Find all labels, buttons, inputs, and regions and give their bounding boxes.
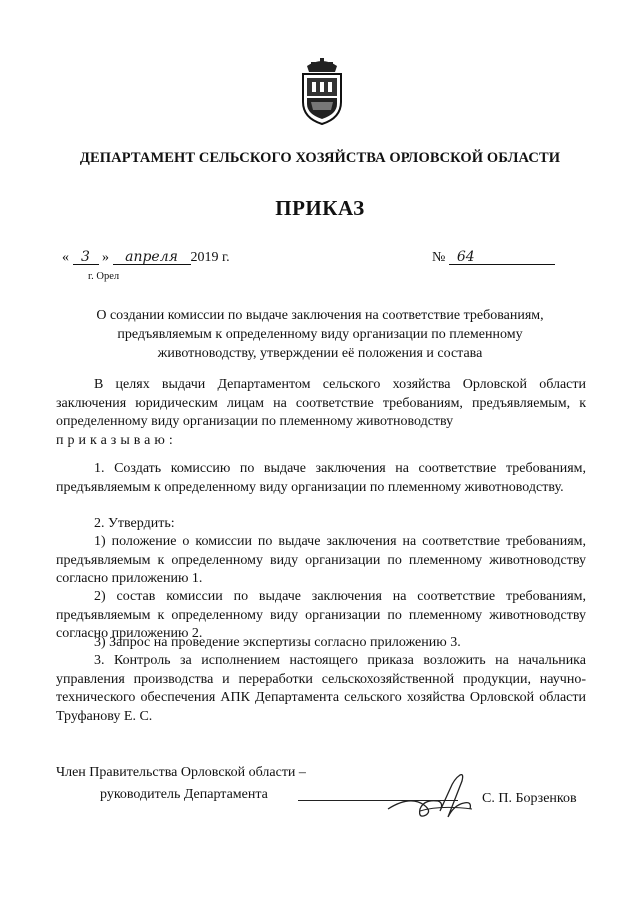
item-2-3: 3) Запрос на проведение экспертизы согласно приложению 3. (94, 635, 461, 650)
order-subject (70, 306, 570, 363)
city-label: г. Орел (88, 271, 120, 282)
number-sign: № (432, 250, 446, 265)
item-2-2: 2) состав комиссии по выдаче заключения на соответствие требованиям, предъявляемым к определенному виду организации по племенному животноводству согласно приложению 2. (56, 589, 586, 641)
signer-position-line-2: руководитель Департамента (100, 787, 268, 802)
quote-open: « (62, 250, 69, 265)
date-day: 3 (73, 250, 99, 265)
subject-line-1: О создании комиссии по выдаче заключения на соответствие требованиям, (96, 308, 544, 323)
handwritten-signature (380, 765, 490, 825)
item-3: 3. Контроль за исполнением настоящего приказа возложить на начальника управления производства и переработки сельскохозяйственной продукции, научно-технического обеспечения АПК Департамента сельского хозяйства Орловской области Труфанову Е. С. (56, 653, 586, 724)
item-1: 1. Создать комиссию по выдаче заключения на соответствие требованиям, предъявляемым к определенному виду организации по племенному животноводству. (56, 461, 586, 495)
item-2: 2. Утвердить: (94, 516, 175, 531)
signer-position-line-1: Член Правительства Орловской области – (56, 765, 306, 780)
subject-line-3: животноводству, утверждении её положения и состава (157, 346, 483, 361)
orders-word: приказываю: (56, 432, 177, 448)
department-name: ДЕПАРТАМЕНТ СЕЛЬСКОГО ХОЗЯЙСТВА ОРЛОВСКОЙ ОБЛАСТИ (79, 150, 561, 166)
subject-line-2: предъявляемым к определенному виду организации по племенному (117, 327, 523, 342)
order-number-value: 64 (449, 250, 555, 265)
order-number (432, 250, 555, 266)
document-title: ПРИКАЗ (275, 196, 365, 220)
coat-of-arms-icon (297, 58, 347, 126)
signer-name: С. П. Борзенков (482, 791, 577, 806)
date-line (62, 250, 230, 266)
preamble (56, 376, 586, 450)
preamble-text: В целях выдачи Департаментом сельского хозяйства Орловской области заключения юридическим лицам на соответствие требованиям, предъявляемым, к определенному виду организации по племенному животноводству (56, 377, 586, 429)
item-2-1: 1) положение о комиссии по выдаче заключения на соответствие требованиям, предъявляемым к определенному виду организации по племенному животноводству согласно приложению 1. (56, 534, 586, 586)
date-month: апреля (113, 250, 191, 265)
quote-close: » (102, 250, 109, 265)
date-year: 2019 г. (190, 250, 230, 265)
